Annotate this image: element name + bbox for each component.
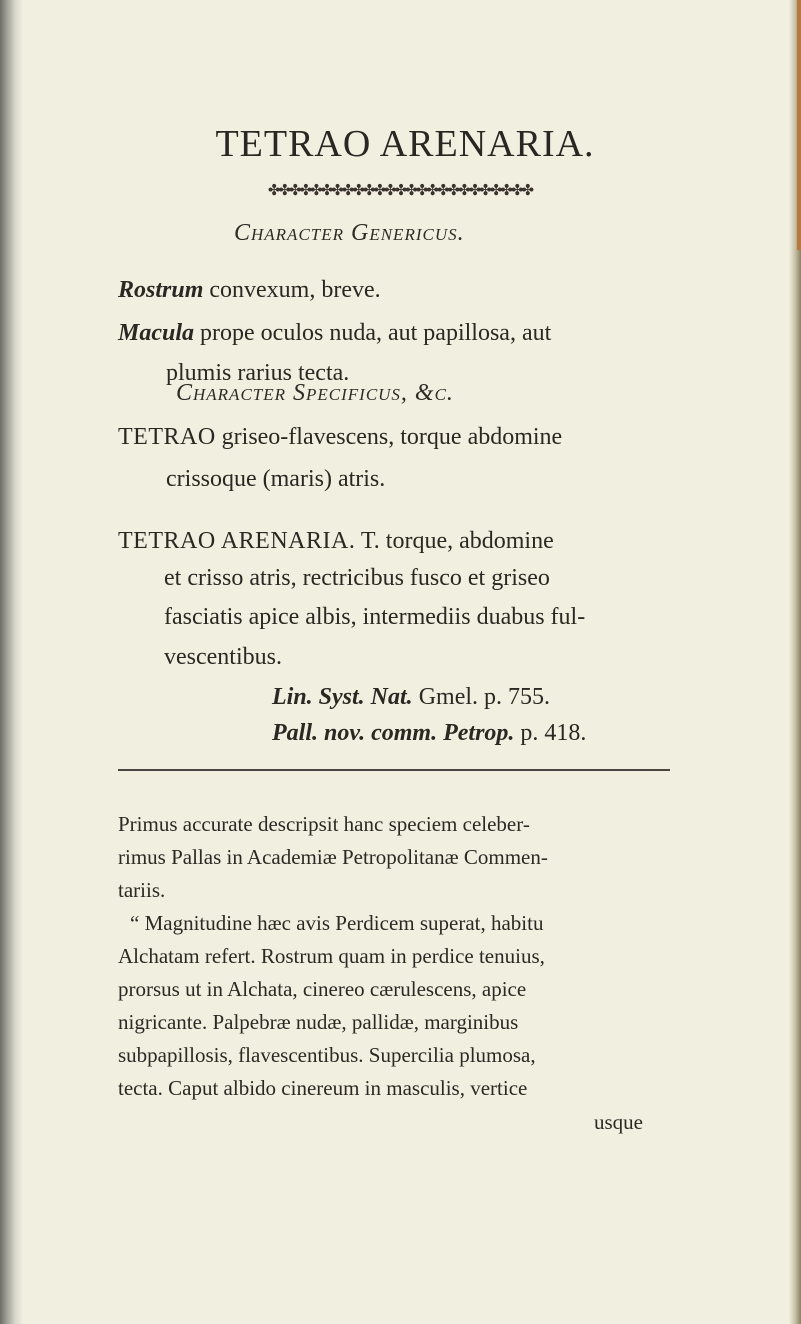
body-line: subpapillosis, flavescentibus. Supercilia plumosa, [118, 1043, 536, 1067]
body-line: Alchatam refert. Rostrum quam in perdice tenuius, [118, 944, 545, 968]
arenaria-text-3: fasciatis apice albis, intermediis duabus ful- [164, 604, 586, 630]
tetrao-text-2: crissoque (maris) atris. [166, 466, 386, 492]
macula-text-2: plumis rarius tecta. [166, 360, 350, 386]
body-line: Primus accurate descripsit hanc speciem celeber- [118, 812, 530, 836]
citation-pallas-title: Pall. nov. comm. Petrop. [272, 720, 515, 746]
macula-text-1: prope oculos nuda, aut papillosa, aut [200, 320, 552, 346]
citation-linnaeus-title: Lin. Syst. Nat. [272, 684, 413, 710]
arenaria-line [118, 528, 554, 555]
rostrum-text: convexum, breve. [209, 277, 381, 303]
catchword: usque [594, 1110, 643, 1134]
macula-line [118, 320, 551, 347]
tetrao-name: TETRAO [118, 424, 216, 450]
rostrum-term: Rostrum [118, 277, 204, 303]
body-line: nigricante. Palpebræ nudæ, pallidæ, marginibus [118, 1010, 519, 1034]
body-line: rimus Pallas in Academiæ Petropolitanæ Commen- [118, 845, 548, 869]
citation-pallas [272, 720, 586, 747]
macula-term: Macula [118, 320, 195, 346]
citation-linnaeus-page: Gmel. p. 755. [418, 684, 551, 710]
tetrao-line [118, 424, 562, 451]
ornamental-divider: ✤✤✤✤✤✤✤✤✤✤✤✤✤✤✤✤✤✤✤✤✤✤✤✤✤ [267, 181, 533, 199]
tetrao-text-1: griseo-flavescens, torque abdomine [221, 424, 563, 450]
body-line: prorsus ut in Alchata, cinereo cærulescens, apice [118, 977, 527, 1001]
citation-pallas-page: p. 418. [520, 720, 587, 746]
body-line: tecta. Caput albido cinereum in masculis, vertice [118, 1076, 528, 1100]
body-line: “ Magnitudine hæc avis Perdicem superat, habitu [130, 911, 544, 935]
arenaria-text-2: et crisso atris, rectricibus fusco et griseo [164, 565, 550, 591]
page-title: TETRAO ARENARIA. [215, 123, 595, 165]
rostrum-line [118, 277, 381, 304]
arenaria-name: TETRAO ARENARIA. [118, 528, 356, 554]
horizontal-rule [118, 769, 670, 771]
arenaria-text-1: T. torque, abdomine [360, 528, 554, 554]
section-heading-generic: Character Genericus. [234, 220, 465, 246]
body-line: tariis. [118, 878, 166, 902]
arenaria-text-4: vescentibus. [164, 644, 282, 670]
section-heading-specific: Character Specificus, &c. [176, 380, 454, 406]
citation-linnaeus [272, 684, 550, 711]
